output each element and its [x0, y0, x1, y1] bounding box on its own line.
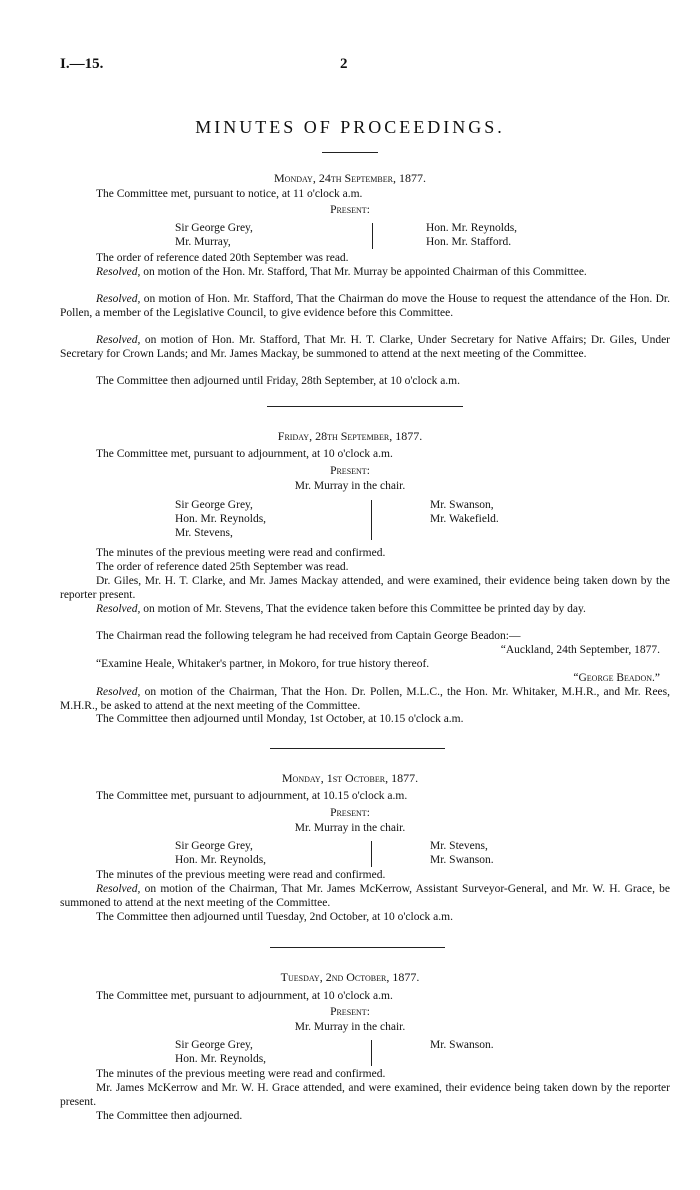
meeting-4-adjournment: The Committee then adjourned.	[96, 1110, 243, 1122]
page-title: MINUTES OF PROCEEDINGS.	[195, 117, 505, 137]
meeting-4-chair: Mr. Murray in the chair.	[294, 1021, 406, 1033]
member-divider	[372, 223, 373, 249]
member-divider	[371, 1040, 372, 1066]
meeting-2-member: Sir George Grey,	[175, 499, 253, 511]
meeting-4-member: Mr. Swanson.	[430, 1039, 494, 1051]
meeting-2-chair: Mr. Murray in the chair.	[294, 480, 406, 492]
meeting-1-present: Present:	[330, 204, 370, 216]
telegram-body: “Examine Heale, Whitaker's partner, in Mokoro, for true history thereof.	[96, 658, 430, 670]
meeting-2-member: Mr. Stevens,	[175, 527, 233, 539]
meeting-2-resolution: Resolved, on motion of the Chairman, That the Hon. Dr. Pollen, M.L.C., the Hon. Mr. Whitaker, M.H.R., and Mr. Rees, M.H.R., be asked to attend at the next meeting of the Committee.	[60, 686, 671, 712]
telegram-signature: “George Beadon.”	[573, 672, 660, 684]
document-reference: I.—15.	[60, 56, 104, 72]
resolved-label: Resolved,	[96, 334, 141, 346]
resolved-label: Resolved,	[96, 293, 141, 305]
title-rule	[322, 152, 378, 153]
meeting-1-date: Monday, 24th September, 1877.	[274, 171, 426, 185]
meeting-1-member: Mr. Murray,	[175, 236, 231, 248]
meeting-3-date: Monday, 1st October, 1877.	[281, 771, 419, 785]
meeting-3-opening: The Committee met, pursuant to adjournment, at 10.15 o'clock a.m.	[96, 790, 408, 802]
meeting-2-para: Dr. Giles, Mr. H. T. Clarke, and Mr. James Mackay attended, and were examined, their evidence being taken down by the reporter present.	[60, 575, 670, 601]
meeting-4-member: Sir George Grey,	[175, 1039, 253, 1051]
meeting-4-member: Hon. Mr. Reynolds,	[175, 1053, 267, 1065]
meeting-4-para: The minutes of the previous meeting were read and confirmed.	[96, 1068, 386, 1080]
resolved-label: Resolved,	[96, 883, 141, 895]
resolved-label: Resolved,	[96, 603, 141, 615]
meeting-2-resolution: Resolved, on motion of Mr. Stevens, That the evidence taken before this Committee be printed day by day.	[96, 603, 586, 615]
meeting-2-adjournment: The Committee then adjourned until Monday, 1st October, at 10.15 o'clock a.m.	[96, 713, 464, 725]
meeting-2-present: Present:	[330, 465, 370, 477]
meeting-3-resolution: Resolved, on motion of the Chairman, That Mr. James McKerrow, Assistant Surveyor-General, and Mr. W. H. Grace, be summoned to attend at the next meeting of the Committee.	[60, 883, 671, 909]
meeting-2-member: Mr. Wakefield.	[430, 513, 499, 525]
meeting-2-member: Hon. Mr. Reynolds,	[175, 513, 267, 525]
meeting-1-member: Hon. Mr. Reynolds,	[426, 222, 518, 234]
meeting-3-member: Sir George Grey,	[175, 840, 253, 852]
meeting-1-para: The order of reference dated 20th September was read.	[96, 252, 349, 264]
meeting-2-para: The Chairman read the following telegram he had received from Captain George Beadon:—	[96, 630, 521, 642]
meeting-3-para: The minutes of the previous meeting were read and confirmed.	[96, 869, 386, 881]
meeting-1-opening: The Committee met, pursuant to notice, at 11 o'clock a.m.	[96, 188, 363, 200]
meeting-3-adjournment: The Committee then adjourned until Tuesday, 2nd October, at 10 o'clock a.m.	[96, 911, 453, 923]
meeting-1-member: Sir George Grey,	[175, 222, 253, 234]
meeting-4-date: Tuesday, 2nd October, 1877.	[280, 970, 420, 984]
meeting-3-member: Mr. Stevens,	[430, 840, 488, 852]
meeting-3-chair: Mr. Murray in the chair.	[294, 822, 406, 834]
meeting-1-resolution: Resolved, on motion of Hon. Mr. Stafford, That Mr. H. T. Clarke, Under Secretary for Native Affairs; Dr. Giles, Under Secretary for Crown Lands; and Mr. James Mackay, be summoned to attend at the next meeting of the Committee.	[60, 334, 670, 360]
member-divider	[371, 500, 372, 540]
meeting-2-opening: The Committee met, pursuant to adjournment, at 10 o'clock a.m.	[96, 448, 393, 460]
meeting-3-present: Present:	[330, 807, 370, 819]
meeting-4-para: Mr. James McKerrow and Mr. W. H. Grace attended, and were examined, their evidence being taken down by the reporter present.	[60, 1082, 670, 1108]
section-rule	[270, 947, 445, 948]
section-rule	[267, 406, 463, 407]
meeting-2-para: The minutes of the previous meeting were read and confirmed.	[96, 547, 386, 559]
telegram-dateline: “Auckland, 24th September, 1877.	[500, 644, 660, 656]
meeting-2-para: The order of reference dated 25th September was read.	[96, 561, 349, 573]
section-rule	[270, 748, 445, 749]
meeting-1-resolution: Resolved, on motion of Hon. Mr. Stafford, That the Chairman do move the House to request the attendance of the Hon. Dr. Pollen, a member of the Legislative Council, to give evidence before this Committee.	[60, 293, 670, 319]
page-number: 2	[340, 56, 348, 72]
meeting-3-member: Mr. Swanson.	[430, 854, 494, 866]
member-divider	[371, 841, 372, 867]
resolved-label: Resolved,	[96, 266, 141, 278]
meeting-4-present: Present:	[330, 1006, 370, 1018]
meeting-1-resolution: Resolved, on motion of the Hon. Mr. Stafford, That Mr. Murray be appointed Chairman of this Committee.	[96, 266, 587, 278]
meeting-4-opening: The Committee met, pursuant to adjournment, at 10 o'clock a.m.	[96, 990, 393, 1002]
meeting-1-member: Hon. Mr. Stafford.	[426, 236, 512, 248]
meeting-2-date: Friday, 28th September, 1877.	[277, 429, 423, 443]
meeting-2-member: Mr. Swanson,	[430, 499, 494, 511]
meeting-3-member: Hon. Mr. Reynolds,	[175, 854, 267, 866]
resolved-label: Resolved,	[96, 686, 141, 698]
meeting-1-adjournment: The Committee then adjourned until Friday, 28th September, at 10 o'clock a.m.	[96, 375, 460, 387]
